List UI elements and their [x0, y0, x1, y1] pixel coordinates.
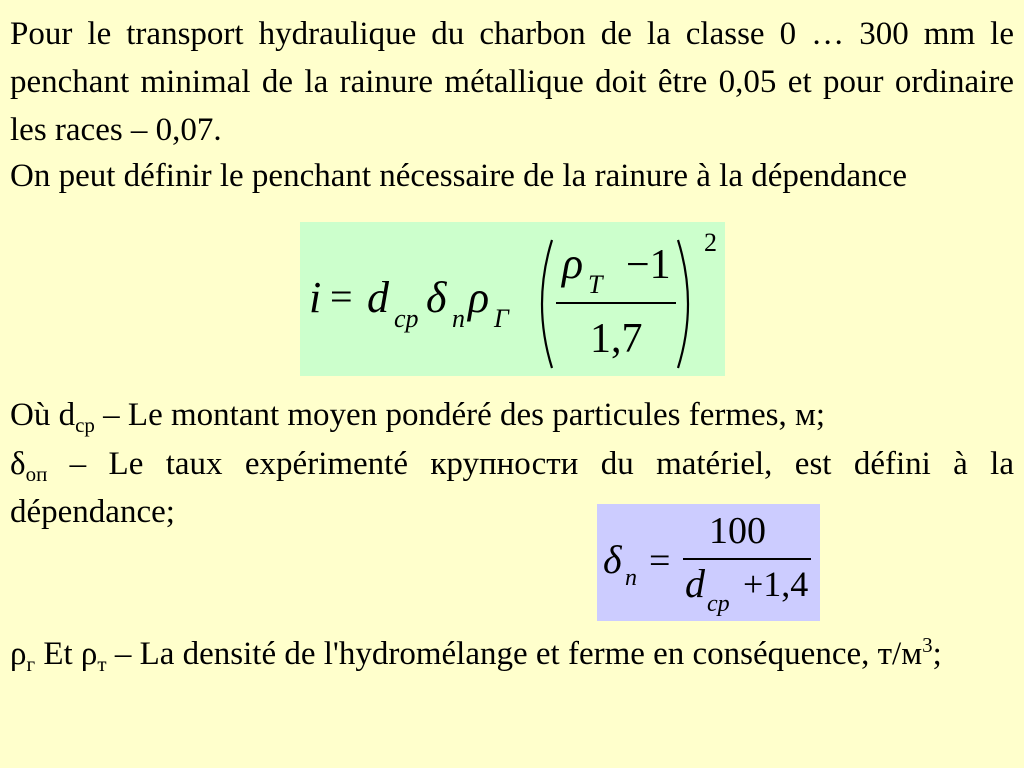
formula2-fraction-bar	[683, 558, 811, 560]
rho-g-subscript: г	[26, 652, 36, 676]
formula-num-rho: ρ	[562, 239, 584, 288]
formula2-numerator: 100	[709, 510, 766, 552]
formula-delta: δ	[426, 273, 447, 322]
delta-text: – Le taux expérimenté крупности du matériel, est défini à la dépendance;	[10, 446, 1014, 530]
dcp-subscript: cp	[75, 413, 95, 437]
right-paren	[672, 236, 702, 372]
formula-equals: =	[330, 274, 353, 319]
paragraph-dcp-definition	[10, 391, 1014, 439]
paragraph-delta-definition	[10, 440, 1014, 536]
formula-delta-subscript: n	[452, 304, 465, 333]
formula2-delta-subscript: n	[625, 565, 637, 591]
dcp-text: – Le montant moyen pondéré des particules fermes, м;	[94, 397, 826, 433]
formula2-equals: =	[649, 540, 671, 582]
paragraph-slope-definition: On peut définir le penchant nécessaire de la rainure à la dépendance	[10, 158, 907, 194]
rho-t-subscript: т	[97, 652, 107, 676]
left-paren	[528, 236, 558, 372]
formula-num-rho-subscript: T	[588, 270, 603, 299]
delta-formula	[597, 504, 820, 621]
paragraph-density-definition	[10, 630, 1014, 678]
formula-fraction-bar	[556, 302, 676, 304]
paragraph-coal-transport: Pour le transport hydraulique du charbon de la classe 0 … 300 mm le penchant minimal de la rainure métallique doit être 0,05 et pour ordinaire les races – 0,07.	[10, 16, 1014, 148]
formula-minus-one: −1	[626, 242, 671, 288]
formula2-den-d-subscript: cp	[707, 591, 730, 617]
delta-symbol: δ	[10, 446, 26, 482]
rho-g-symbol: ρ	[10, 636, 27, 672]
cubic-superscript: 3	[922, 633, 933, 657]
formula-rho: ρ	[468, 273, 490, 322]
rho-t-symbol: ρ	[80, 636, 98, 672]
formula2-den-rest: +1,4	[743, 564, 809, 604]
formula-exponent: 2	[704, 228, 717, 257]
formula-denominator: 1,7	[590, 316, 643, 362]
density-text: – La densité de l'hydromélange et ferme en conséquence, т/м	[106, 636, 923, 672]
formula2-den-d: d	[685, 561, 705, 606]
et-word: Et	[35, 636, 81, 672]
slope-formula	[300, 222, 725, 376]
delta-subscript: оп	[25, 462, 48, 486]
formula-i: i	[309, 273, 322, 322]
formula2-delta: δ	[603, 537, 622, 582]
density-end: ;	[932, 636, 942, 672]
dcp-prefix: Où d	[10, 397, 76, 433]
formula-d: d	[367, 273, 389, 322]
formula-rho-subscript: Γ	[494, 304, 509, 333]
formula-d-subscript: cp	[394, 304, 419, 333]
